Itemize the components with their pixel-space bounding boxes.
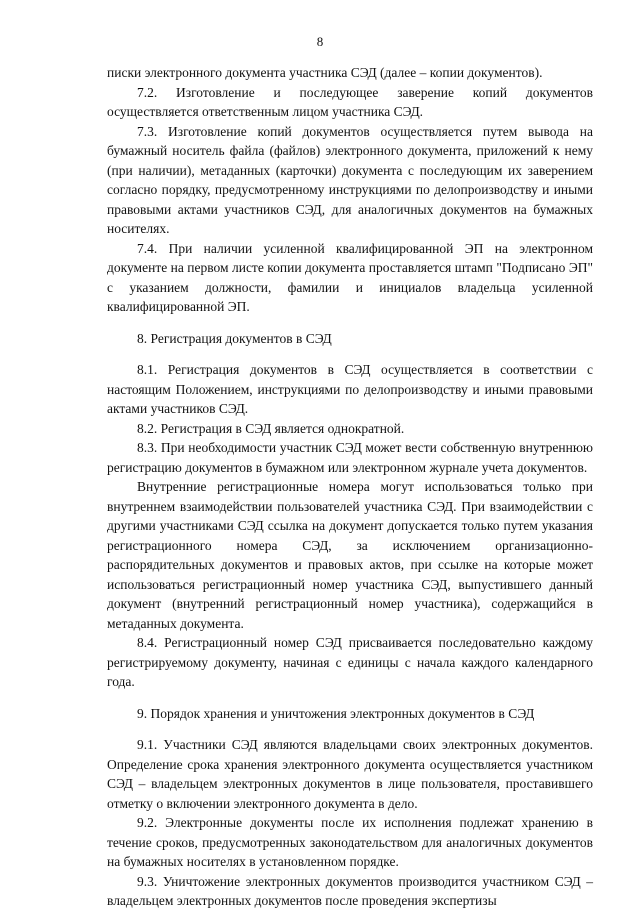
body-paragraph: Внутренние регистрационные номера могут использоваться только при внутреннем взаимодействии пользователей участника СЭД. При взаимодействии с другими участниками СЭД ссылка на документ допускается только путем указания регистрационного номера СЭД, за исключением организационно-распорядительных документов и правовых актов, при ссылке на которые может использоваться регистрационный номер участника СЭД, выпустившего данный документ (внутренний регистрационный номер участника), содержащийся в метаданных документа. [107, 479, 593, 631]
section-heading: 8. Регистрация документов в СЭД [137, 330, 332, 346]
section-spacer [107, 692, 593, 704]
body-paragraph: 8.4. Регистрационный номер СЭД присваивается последовательно каждому регистрируемому документу, начиная с единицы с начала каждого календарного года. [107, 635, 593, 689]
section-spacer [107, 348, 593, 360]
body-paragraph: 8.1. Регистрация документов в СЭД осуществляется в соответствии с настоящим Положением, инструкциями по делопроизводству и иными правовыми актами участников СЭД. [107, 362, 593, 416]
body-paragraph: 9.1. Участники СЭД являются владельцами своих электронных документов. Определение срока хранения электронного документа осуществляется участником СЭД – владельцем электронных документов в лице пользователя, проставившего отметку о включении электронного документа в дело. [107, 737, 593, 811]
section-spacer [107, 317, 593, 329]
body-paragraph: писки электронного документа участника СЭД (далее – копии документов). [107, 65, 543, 80]
section-spacer [107, 723, 593, 735]
body-paragraph: 7.3. Изготовление копий документов осуществляется путем вывода на бумажный носитель файла (файлов) электронного документа, приложений к нему (при наличии), метаданных (карточки) документа с последующим их заверением согласно порядку, предусмотренному инструкциями по делопроизводству и иными правовыми актами участников СЭД, для аналогичных документов на бумажных носителях. [107, 123, 593, 236]
body-paragraph: 9.3. Уничтожение электронных документов производится участником СЭД – владельцем электронных документов после проведения экспертизы [107, 873, 593, 908]
body-paragraph: 7.2. Изготовление и последующее заверение копий документов осуществляется ответственным лицом участника СЭД. [107, 84, 593, 119]
body-paragraph: 8.3. При необходимости участник СЭД может вести собственную внутреннюю регистрацию документов в бумажном или электронном журнале учета документов. [107, 440, 593, 475]
body-paragraph: 9.2. Электронные документы после их исполнения подлежат хранению в течение сроков, предусмотренных законодательством для аналогичных документов на бумажных носителях в установленном порядке. [107, 815, 593, 869]
document-body [107, 63, 593, 911]
body-paragraph: 8.2. Регистрация в СЭД является однократной. [137, 420, 405, 436]
section-heading: 9. Порядок хранения и уничтожения электронных документов в СЭД [137, 705, 535, 721]
page-number: 8 [316, 34, 324, 49]
body-paragraph: 7.4. При наличии усиленной квалифицированной ЭП на электронном документе на первом листе копии документа проставляется штамп "Подписано ЭП" с указанием должности, фамилии и инициалов владельца усиленной квалифицированной ЭП. [107, 240, 593, 314]
